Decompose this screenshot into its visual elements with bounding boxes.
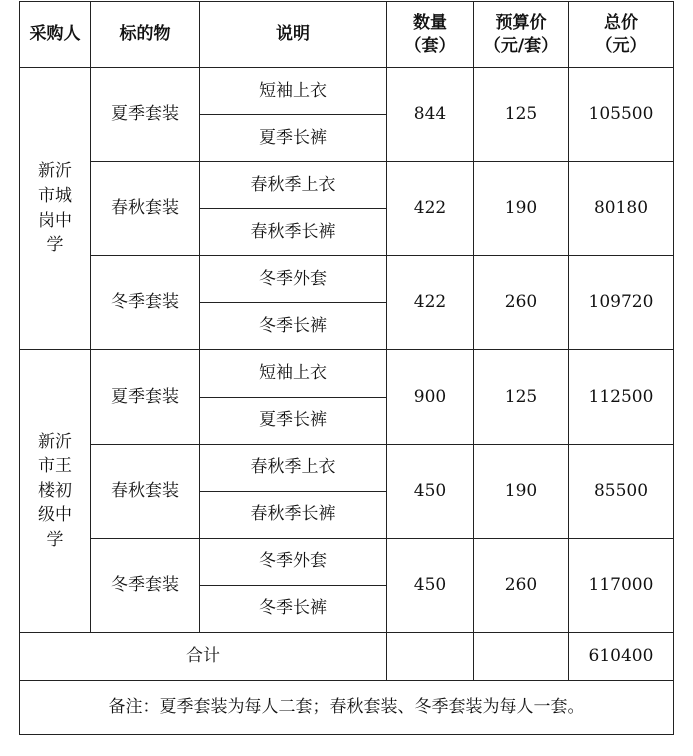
header-price-line1: 预算价 [495,12,547,33]
item-qty: 844 [387,68,474,162]
item-name: 春秋套装 [91,444,200,538]
item-qty: 900 [387,350,474,444]
item-total: 105500 [569,68,674,162]
summary-qty-empty [387,632,474,680]
header-row [20,2,674,68]
item-name: 夏季套装 [91,68,200,162]
item-part: 冬季长裤 [200,303,387,350]
item-price: 260 [474,256,569,350]
buyer-name: 新沂市城岗中学 [38,161,72,256]
summary-label: 合计 [20,632,387,680]
summary-total: 610400 [569,632,674,680]
item-qty: 450 [387,444,474,538]
header-buyer: 采购人 [20,2,91,68]
item-part: 冬季外套 [200,538,387,585]
item-price: 125 [474,350,569,444]
item-part: 冬季外套 [200,256,387,303]
buyer-cell-2 [20,350,91,632]
note-text: 备注：夏季套装为每人二套；春秋套装、冬季套装为每人一套。 [20,680,674,734]
buyer-cell-1 [20,68,91,350]
table-row [20,444,674,491]
item-price: 190 [474,444,569,538]
procurement-table [19,1,674,735]
item-total: 117000 [569,538,674,632]
item-qty: 422 [387,162,474,256]
item-part: 春秋季上衣 [200,162,387,209]
item-name: 冬季套装 [91,256,200,350]
header-qty [387,2,474,68]
header-price [474,2,569,68]
header-total-line1: 总价 [604,12,638,33]
summary-price-empty [474,632,569,680]
item-total: 112500 [569,350,674,444]
header-desc: 说明 [200,2,387,68]
item-part: 冬季长裤 [200,585,387,632]
item-part: 夏季长裤 [200,397,387,444]
note-row [20,680,674,734]
summary-row [20,632,674,680]
header-price-line2: （元/套） [483,35,559,56]
header-item: 标的物 [91,2,200,68]
buyer-name: 新沂市王楼初级中学 [38,431,72,551]
item-name: 春秋套装 [91,162,200,256]
item-part: 春秋季长裤 [200,491,387,538]
item-total: 109720 [569,256,674,350]
header-qty-line2: （套） [404,35,456,56]
item-name: 冬季套装 [91,538,200,632]
item-total: 85500 [569,444,674,538]
table-row [20,162,674,209]
item-name: 夏季套装 [91,350,200,444]
table-row [20,350,674,397]
item-qty: 450 [387,538,474,632]
item-price: 190 [474,162,569,256]
item-total: 80180 [569,162,674,256]
item-part: 春秋季上衣 [200,444,387,491]
item-part: 短袖上衣 [200,68,387,115]
item-price: 125 [474,68,569,162]
item-qty: 422 [387,256,474,350]
item-part: 短袖上衣 [200,350,387,397]
table-row [20,68,674,115]
item-part: 春秋季长裤 [200,209,387,256]
header-total [569,2,674,68]
table-row [20,538,674,585]
table-row [20,256,674,303]
item-price: 260 [474,538,569,632]
header-total-line2: （元） [595,35,647,56]
item-part: 夏季长裤 [200,115,387,162]
header-qty-line1: 数量 [413,12,447,33]
